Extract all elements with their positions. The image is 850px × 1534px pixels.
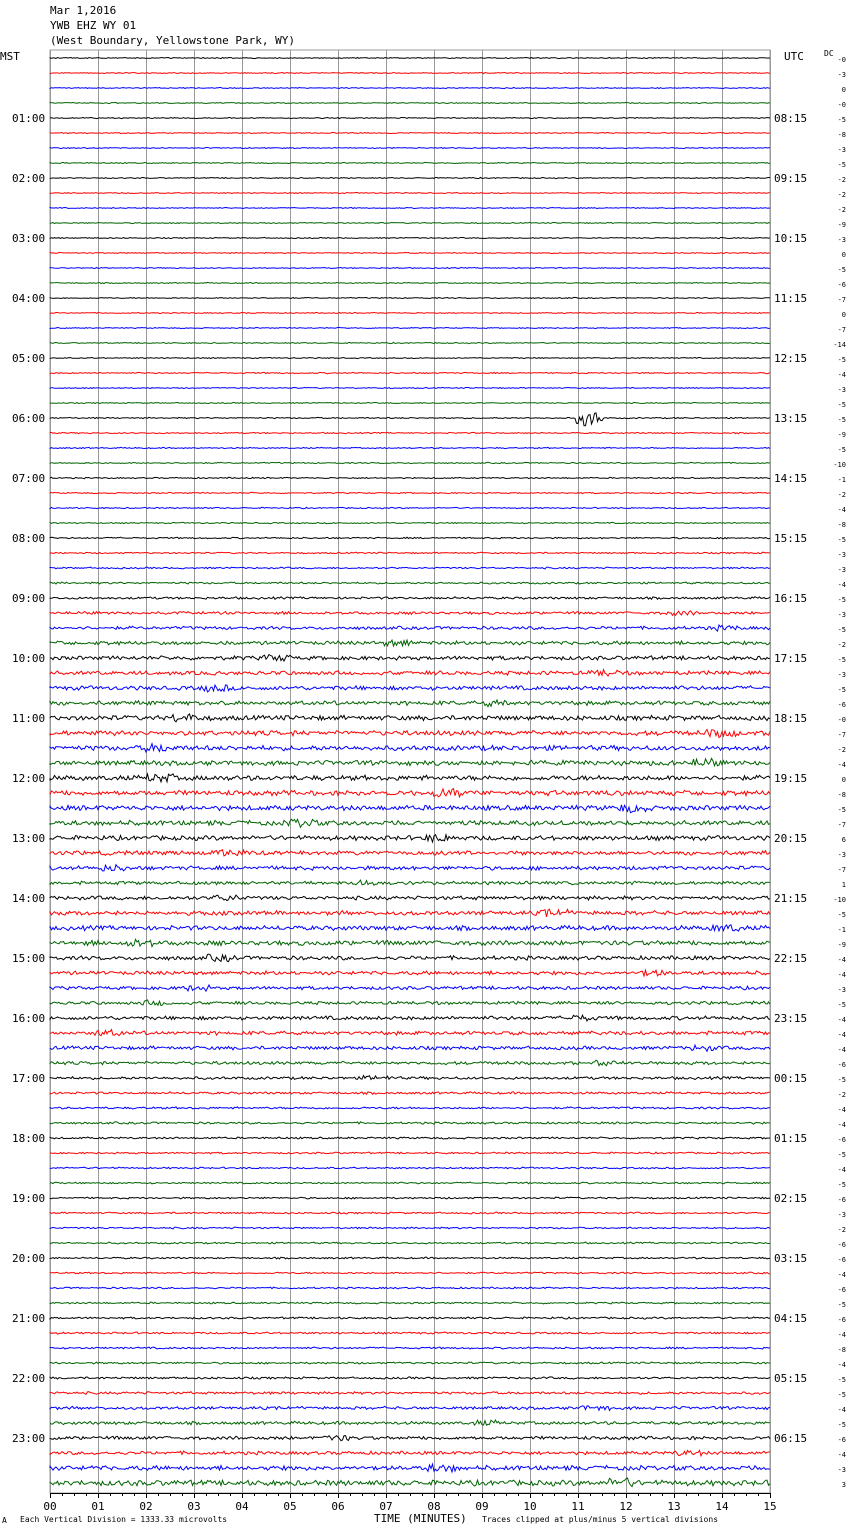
hour-label-mst: 16:00 xyxy=(12,1012,46,1025)
hour-label-utc: 03:15 xyxy=(774,1252,808,1265)
seismic-trace xyxy=(50,1302,770,1304)
seismic-trace xyxy=(50,552,770,554)
dc-offset-label: -4 xyxy=(837,506,846,514)
dc-offset-label: -3 xyxy=(837,551,846,559)
x-tick-label: 00 xyxy=(43,1500,57,1513)
seismic-trace xyxy=(50,939,770,946)
hour-label-utc: 20:15 xyxy=(774,832,808,845)
dc-offset-label: -6 xyxy=(837,701,846,709)
seismic-trace xyxy=(50,1287,770,1289)
dc-offset-label: -7 xyxy=(837,821,846,829)
label-group xyxy=(12,56,846,1513)
seismic-trace xyxy=(50,132,770,133)
dc-offset-label: -3 xyxy=(837,146,846,154)
seismic-trace xyxy=(50,492,770,493)
hour-label-utc: 06:15 xyxy=(774,1432,808,1445)
hour-label-mst: 19:00 xyxy=(12,1192,46,1205)
seismic-trace xyxy=(50,1122,770,1124)
x-axis-title: TIME (MINUTES) xyxy=(374,1512,467,1525)
hour-label-mst: 05:00 xyxy=(12,352,46,365)
dc-offset-label: -4 xyxy=(837,1016,846,1024)
dc-offset-label: -0 xyxy=(837,716,846,724)
seismic-trace xyxy=(50,925,770,931)
seismic-trace xyxy=(50,162,770,163)
seismic-trace xyxy=(50,1030,770,1036)
dc-offset-label: -5 xyxy=(837,911,846,919)
hour-label-mst: 17:00 xyxy=(12,1072,46,1085)
x-tick-label: 09 xyxy=(475,1500,489,1513)
dc-offset-label: -6 xyxy=(837,281,846,289)
seismic-trace xyxy=(50,880,770,885)
date-label: Mar 1,2016 xyxy=(50,4,117,17)
dc-offset-label: 3 xyxy=(841,1481,846,1489)
seismic-trace xyxy=(50,1197,770,1199)
x-tick-label: 12 xyxy=(619,1500,633,1513)
seismic-trace xyxy=(50,819,770,827)
hour-label-utc: 22:15 xyxy=(774,952,808,965)
dc-offset-label: -5 xyxy=(837,1001,846,1009)
hour-label-mst: 06:00 xyxy=(12,412,46,425)
dc-offset-label: -5 xyxy=(837,1151,846,1159)
seismic-trace xyxy=(50,1212,770,1214)
dc-offset-label: 6 xyxy=(841,836,846,844)
hour-label-mst: 12:00 xyxy=(12,772,46,785)
seismic-trace xyxy=(50,670,770,677)
seismic-trace xyxy=(50,1347,770,1349)
seismic-trace xyxy=(50,1420,770,1425)
dc-offset-label: -5 xyxy=(837,401,846,409)
dc-offset-label: -5 xyxy=(837,626,846,634)
dc-offset-label: -5 xyxy=(837,536,846,544)
seismic-trace xyxy=(50,1076,770,1080)
dc-offset-label: -2 xyxy=(837,176,846,184)
dc-offset-label: -9 xyxy=(837,431,846,439)
dc-offset-label: -9 xyxy=(837,941,846,949)
seismic-trace xyxy=(50,1317,770,1319)
hour-label-mst: 15:00 xyxy=(12,952,46,965)
footer-mark: A xyxy=(2,1516,7,1525)
dc-offset-label: -5 xyxy=(837,266,846,274)
dc-offset-label: -3 xyxy=(837,611,846,619)
seismic-trace xyxy=(50,57,770,58)
seismic-trace xyxy=(50,372,770,373)
seismic-trace xyxy=(50,789,770,797)
seismic-trace xyxy=(50,358,770,359)
seismic-trace xyxy=(50,222,770,223)
x-tick-label: 14 xyxy=(715,1500,729,1513)
hour-label-utc: 19:15 xyxy=(774,772,808,785)
dc-offset-label: -6 xyxy=(837,1196,846,1204)
hour-label-mst: 09:00 xyxy=(12,592,46,605)
scale-note: Each Vertical Division = 1333.33 microvolts xyxy=(20,1515,228,1524)
seismic-trace xyxy=(50,1392,770,1395)
seismic-trace xyxy=(50,640,770,646)
x-tick-label: 07 xyxy=(379,1500,393,1513)
dc-offset-label: -4 xyxy=(837,1031,846,1039)
seismic-trace xyxy=(50,522,770,523)
dc-offset-label: -4 xyxy=(837,1451,846,1459)
dc-offset-label: -4 xyxy=(837,956,846,964)
seismic-trace xyxy=(50,730,770,738)
seismic-trace xyxy=(50,744,770,752)
dc-offset-label: -5 xyxy=(837,1181,846,1189)
dc-offset-label: -2 xyxy=(837,206,846,214)
seismic-trace xyxy=(50,1000,770,1006)
seismic-trace xyxy=(50,655,770,662)
dc-offset-label: -3 xyxy=(837,1211,846,1219)
dc-offset-label: -4 xyxy=(837,1331,846,1339)
dc-offset-label: -3 xyxy=(837,671,846,679)
seismic-trace xyxy=(50,237,770,238)
dc-offset-label: -4 xyxy=(837,971,846,979)
location-label: (West Boundary, Yellowstone Park, WY) xyxy=(50,34,296,47)
seismic-trace xyxy=(50,102,770,103)
dc-offset-label: -6 xyxy=(837,1241,846,1249)
dc-offset-label: -4 xyxy=(837,1106,846,1114)
left-timezone-label: MST xyxy=(0,50,20,63)
hour-label-utc: 08:15 xyxy=(774,112,808,125)
dc-offset-label: -14 xyxy=(833,341,846,349)
hour-label-mst: 23:00 xyxy=(12,1432,46,1445)
dc-offset-label: -3 xyxy=(837,386,846,394)
seismic-trace xyxy=(50,447,770,448)
hour-label-utc: 11:15 xyxy=(774,292,808,305)
seismic-trace xyxy=(50,1257,770,1259)
hour-label-utc: 15:15 xyxy=(774,532,808,545)
seismic-trace xyxy=(50,342,770,343)
seismic-trace xyxy=(50,909,770,917)
dc-offset-label: -5 xyxy=(837,1301,846,1309)
dc-offset-label: -4 xyxy=(837,761,846,769)
seismic-trace xyxy=(50,1182,770,1184)
dc-offset-label: -5 xyxy=(837,596,846,604)
dc-offset-label: -3 xyxy=(837,71,846,79)
dc-offset-label: -0 xyxy=(837,101,846,109)
hour-label-mst: 14:00 xyxy=(12,892,46,905)
x-tick-label: 11 xyxy=(571,1500,585,1513)
dc-offset-label: -7 xyxy=(837,296,846,304)
dc-offset-label: -3 xyxy=(837,566,846,574)
seismic-trace xyxy=(50,1060,770,1066)
seismic-trace xyxy=(50,147,770,148)
seismic-trace xyxy=(50,774,770,782)
seismic-trace xyxy=(50,700,770,707)
dc-offset-label: -7 xyxy=(837,866,846,874)
dc-offset-label: -5 xyxy=(837,1376,846,1384)
hour-label-mst: 02:00 xyxy=(12,172,46,185)
seismic-trace xyxy=(50,985,770,991)
dc-offset-label: -6 xyxy=(837,1286,846,1294)
seismic-trace xyxy=(50,1167,770,1169)
seismic-trace xyxy=(50,1092,770,1095)
seismic-trace xyxy=(50,297,770,298)
hour-label-utc: 01:15 xyxy=(774,1132,808,1145)
dc-offset-label: 0 xyxy=(841,251,846,259)
dc-offset-label: -3 xyxy=(837,1466,846,1474)
hour-label-utc: 09:15 xyxy=(774,172,808,185)
dc-offset-label: -5 xyxy=(837,1391,846,1399)
seismic-trace xyxy=(50,387,770,388)
seismic-trace xyxy=(50,87,770,88)
seismic-trace xyxy=(50,282,770,283)
seismic-trace xyxy=(50,72,770,73)
hour-label-mst: 18:00 xyxy=(12,1132,46,1145)
dc-offset-label: -5 xyxy=(837,116,846,124)
seismic-trace xyxy=(50,462,770,463)
seismic-trace xyxy=(50,117,770,118)
hour-label-utc: 17:15 xyxy=(774,652,808,665)
seismic-trace xyxy=(50,252,770,253)
seismic-trace xyxy=(50,1015,770,1021)
seismic-trace xyxy=(50,1464,770,1472)
hour-label-mst: 21:00 xyxy=(12,1312,46,1325)
dc-offset-label: -3 xyxy=(837,851,846,859)
seismic-trace xyxy=(50,1152,770,1154)
dc-offset-label: -5 xyxy=(837,416,846,424)
dc-offset-label: 1 xyxy=(841,881,846,889)
seismic-trace xyxy=(50,1377,770,1379)
seismic-trace xyxy=(50,1242,770,1244)
x-tick-label: 06 xyxy=(331,1500,345,1513)
dc-offset-label: -4 xyxy=(837,1121,846,1129)
right-timezone-label: UTC xyxy=(784,50,804,63)
hour-label-mst: 10:00 xyxy=(12,652,46,665)
dc-offset-label: -5 xyxy=(837,1076,846,1084)
dc-offset-label: -2 xyxy=(837,641,846,649)
dc-offset-label: -8 xyxy=(837,521,846,529)
x-tick-label: 04 xyxy=(235,1500,249,1513)
seismic-trace xyxy=(50,327,770,328)
seismic-trace xyxy=(50,758,770,765)
dc-offset-label: -5 xyxy=(837,446,846,454)
seismic-trace xyxy=(50,954,770,962)
dc-offset-label: -4 xyxy=(837,581,846,589)
dc-label: DC xyxy=(824,49,834,58)
hour-label-utc: 16:15 xyxy=(774,592,808,605)
seismic-trace xyxy=(50,850,770,856)
dc-offset-label: -2 xyxy=(837,746,846,754)
seismic-trace xyxy=(50,312,770,313)
seismic-trace xyxy=(50,413,770,426)
seismic-trace xyxy=(50,1332,770,1334)
seismic-trace xyxy=(50,714,770,722)
plot-frame xyxy=(50,50,770,1493)
dc-offset-label: -10 xyxy=(833,461,846,469)
dc-offset-label: -7 xyxy=(837,731,846,739)
hour-label-utc: 18:15 xyxy=(774,712,808,725)
x-tick-label: 03 xyxy=(187,1500,201,1513)
dc-offset-label: -6 xyxy=(837,1061,846,1069)
dc-offset-label: -2 xyxy=(837,1226,846,1234)
dc-offset-label: -0 xyxy=(837,56,846,64)
dc-offset-label: -10 xyxy=(833,896,846,904)
trace-group xyxy=(50,57,770,1486)
hour-label-mst: 08:00 xyxy=(12,532,46,545)
x-tick-label: 15 xyxy=(763,1500,777,1513)
seismic-trace xyxy=(50,1436,770,1441)
dc-offset-label: 0 xyxy=(841,311,846,319)
dc-offset-label: -8 xyxy=(837,131,846,139)
seismic-trace xyxy=(50,1045,770,1051)
seismic-trace xyxy=(50,970,770,976)
dc-offset-label: -4 xyxy=(837,1271,846,1279)
seismic-trace xyxy=(50,567,770,569)
dc-offset-label: -3 xyxy=(837,236,846,244)
dc-offset-label: 0 xyxy=(841,776,846,784)
dc-offset-label: -1 xyxy=(837,926,846,934)
hour-label-mst: 07:00 xyxy=(12,472,46,485)
dc-offset-label: -2 xyxy=(837,191,846,199)
dc-offset-label: -5 xyxy=(837,356,846,364)
dc-offset-label: -4 xyxy=(837,1406,846,1414)
dc-offset-label: -6 xyxy=(837,1436,846,1444)
dc-offset-label: 0 xyxy=(841,86,846,94)
hour-label-utc: 00:15 xyxy=(774,1072,808,1085)
hour-label-mst: 13:00 xyxy=(12,832,46,845)
dc-offset-label: -2 xyxy=(837,1091,846,1099)
dc-offset-label: -1 xyxy=(837,476,846,484)
hour-label-utc: 02:15 xyxy=(774,1192,808,1205)
dc-offset-label: -3 xyxy=(837,986,846,994)
seismic-trace xyxy=(50,477,770,478)
seismic-trace xyxy=(50,625,770,631)
x-tick-label: 08 xyxy=(427,1500,441,1513)
hour-label-mst: 20:00 xyxy=(12,1252,46,1265)
dc-offset-label: -4 xyxy=(837,1361,846,1369)
seismic-trace xyxy=(50,177,770,178)
dc-offset-label: -6 xyxy=(837,1256,846,1264)
seismic-trace xyxy=(50,193,770,194)
x-tick-label: 10 xyxy=(523,1500,537,1513)
seismic-trace xyxy=(50,1478,770,1487)
hour-label-utc: 10:15 xyxy=(774,232,808,245)
seismic-trace xyxy=(50,1227,770,1229)
dc-offset-label: -5 xyxy=(837,656,846,664)
seismic-trace xyxy=(50,537,770,539)
seismic-trace xyxy=(50,582,770,584)
seismic-trace xyxy=(50,835,770,842)
hour-label-mst: 03:00 xyxy=(12,232,46,245)
seismic-trace xyxy=(50,1137,770,1139)
dc-offset-label: -8 xyxy=(837,1346,846,1354)
seismic-trace xyxy=(50,865,770,871)
seismic-trace xyxy=(50,208,770,209)
seismic-trace xyxy=(50,597,770,600)
dc-offset-label: -8 xyxy=(837,791,846,799)
dc-offset-label: -6 xyxy=(837,1136,846,1144)
dc-offset-label: -4 xyxy=(837,1166,846,1174)
seismic-trace xyxy=(50,267,770,268)
seismic-trace xyxy=(50,432,770,433)
dc-offset-label: -5 xyxy=(837,161,846,169)
hour-label-utc: 04:15 xyxy=(774,1312,808,1325)
hour-label-utc: 23:15 xyxy=(774,1012,808,1025)
x-tick-label: 02 xyxy=(139,1500,153,1513)
dc-offset-label: -9 xyxy=(837,221,846,229)
hour-label-utc: 13:15 xyxy=(774,412,808,425)
hour-label-utc: 14:15 xyxy=(774,472,808,485)
hour-label-mst: 01:00 xyxy=(12,112,46,125)
x-tick-label: 01 xyxy=(91,1500,105,1513)
clip-note: Traces clipped at plus/minus 5 vertical divisions xyxy=(482,1515,719,1524)
dc-offset-label: -5 xyxy=(837,806,846,814)
seismic-trace xyxy=(50,685,770,692)
x-tick-label: 05 xyxy=(283,1500,297,1513)
hour-label-mst: 22:00 xyxy=(12,1372,46,1385)
seismic-trace xyxy=(50,805,770,813)
hour-label-mst: 04:00 xyxy=(12,292,46,305)
seismic-trace xyxy=(50,1362,770,1364)
seismic-trace xyxy=(50,895,770,901)
seismic-trace xyxy=(50,1272,770,1274)
dc-offset-label: -5 xyxy=(837,686,846,694)
dc-offset-label: -2 xyxy=(837,491,846,499)
station-label: YWB EHZ WY 01 xyxy=(50,19,137,32)
hour-label-utc: 12:15 xyxy=(774,352,808,365)
dc-offset-label: -5 xyxy=(837,1421,846,1429)
dc-offset-label: -6 xyxy=(837,1316,846,1324)
seismic-trace xyxy=(50,507,770,508)
seismic-trace xyxy=(50,611,770,616)
seismic-trace xyxy=(50,1406,770,1411)
seismic-trace xyxy=(50,402,770,403)
hour-label-utc: 21:15 xyxy=(774,892,808,905)
dc-offset-label: -7 xyxy=(837,326,846,334)
x-tick-label: 13 xyxy=(667,1500,681,1513)
seismic-trace xyxy=(50,1450,770,1456)
seismic-trace xyxy=(50,1107,770,1109)
dc-offset-label: -4 xyxy=(837,1046,846,1054)
hour-label-mst: 11:00 xyxy=(12,712,46,725)
dc-offset-label: -4 xyxy=(837,371,846,379)
hour-label-utc: 05:15 xyxy=(774,1372,808,1385)
